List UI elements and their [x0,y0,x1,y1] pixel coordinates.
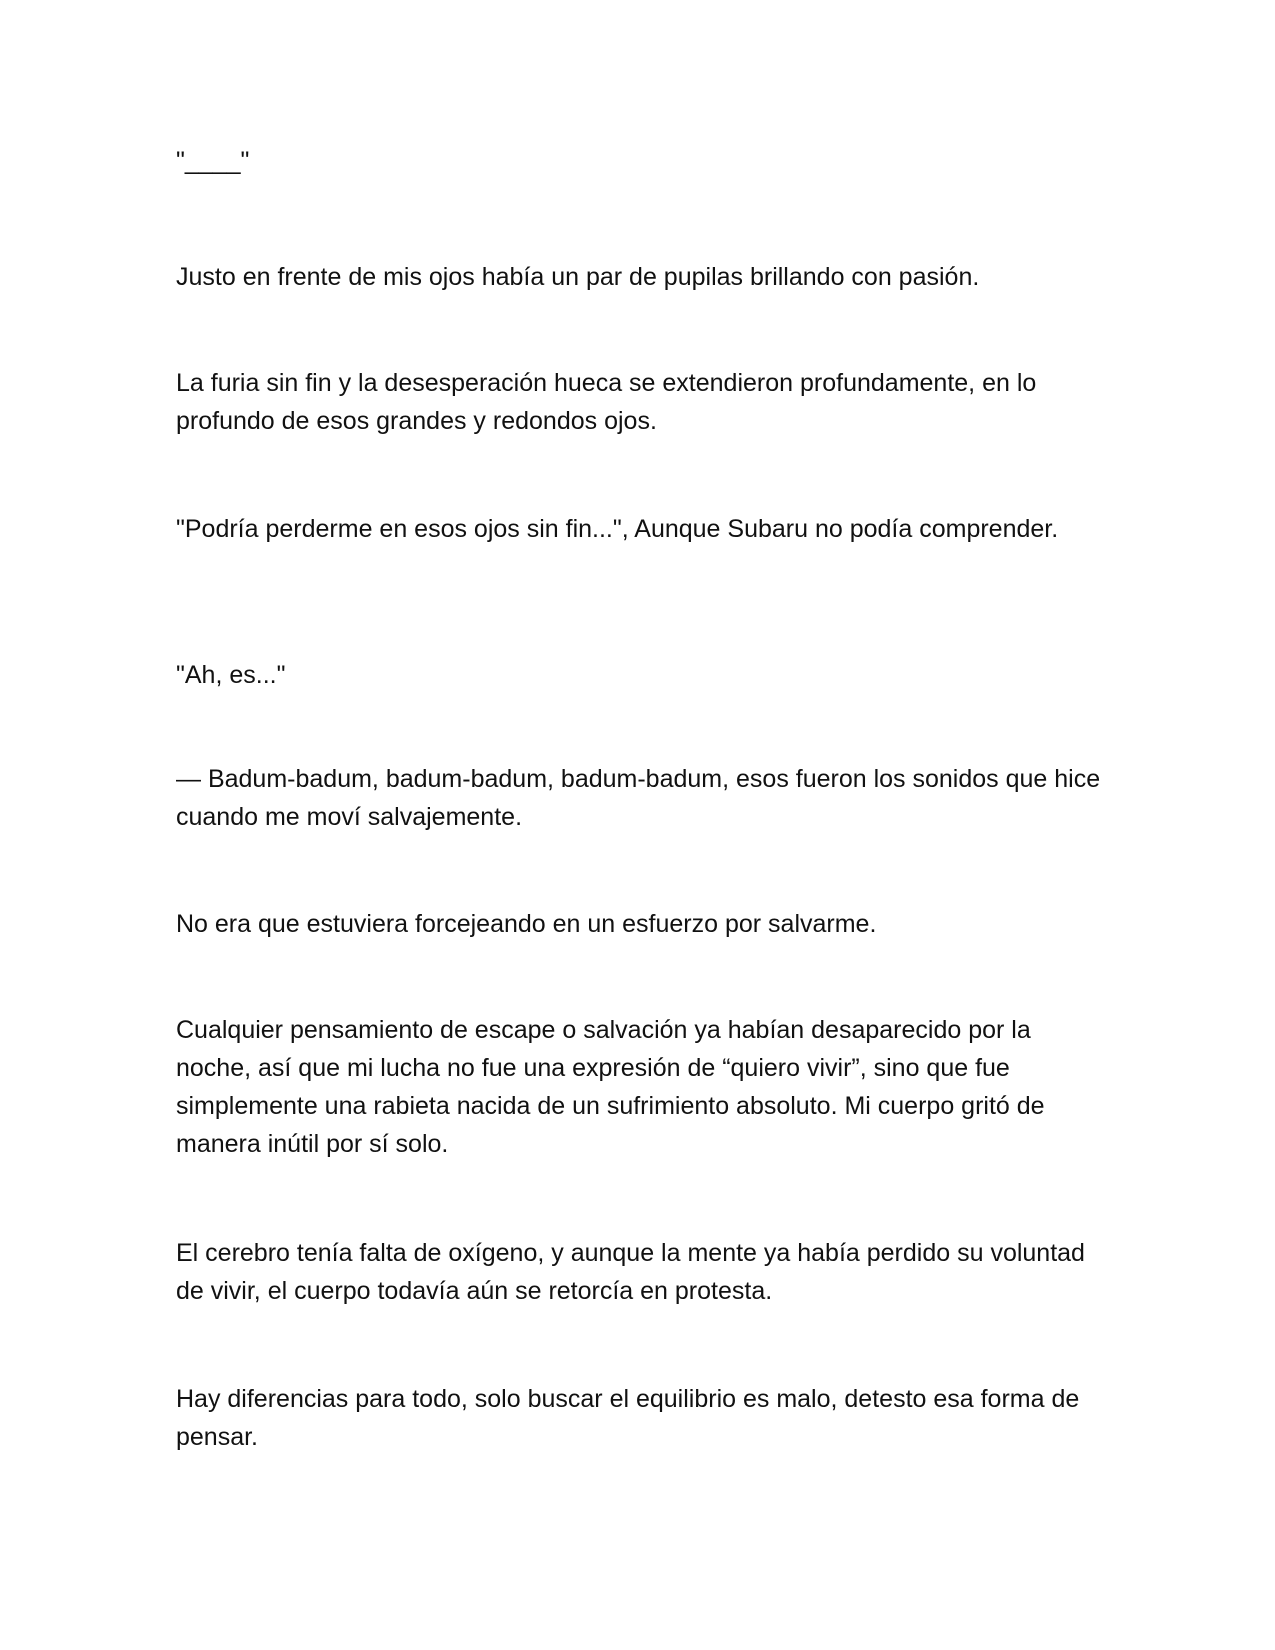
paragraph: No era que estuviera forcejeando en un esfuerzo por salvarme. [176,910,877,938]
paragraph: "Podría perderme en esos ojos sin fin...", Aunque Subaru no podía comprender. [176,515,1059,543]
paragraph: Hay diferencias para todo, solo buscar el equilibrio es malo, detesto esa forma de pensar. [176,1385,1080,1451]
paragraph: El cerebro tenía falta de oxígeno, y aunque la mente ya había perdido su voluntad de vivir, el cuerpo todavía aún se retorcía en protesta. [176,1239,1085,1305]
paragraph: Justo en frente de mis ojos había un par de pupilas brillando con pasión. [176,263,980,291]
paragraph-dialogue-blank: "____" [176,147,250,175]
paragraph: La furia sin fin y la desesperación hueca se extendieron profundamente, en lo profundo de esos grandes y redondos ojos. [176,369,1037,435]
paragraph: "Ah, es..." [176,661,286,689]
paragraph: Cualquier pensamiento de escape o salvación ya habían desaparecido por la noche, así que mi lucha no fue una expresión de “quiero vivir”, sino que fue simplemente una rabieta nacida de un sufrimiento absoluto. Mi cuerpo gritó de manera inútil por sí solo. [176,1016,1045,1158]
paragraph: — Badum-badum, badum-badum, badum-badum, esos fueron los sonidos que hice cuando me moví salvajemente. [176,765,1101,831]
